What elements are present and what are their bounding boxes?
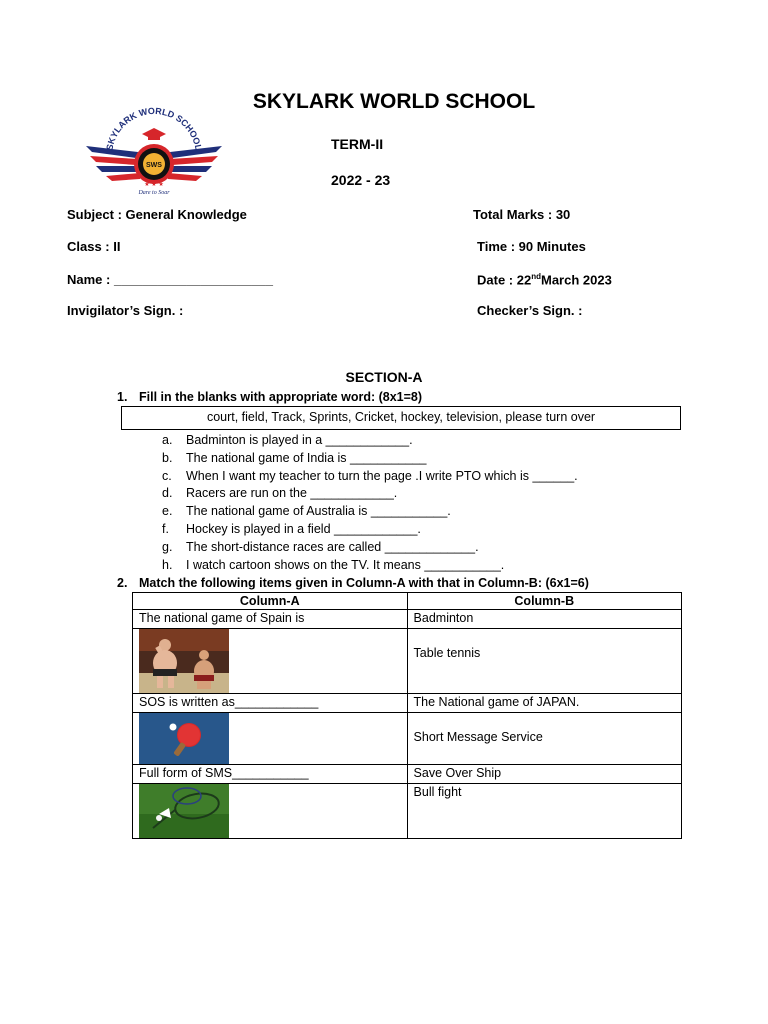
total-marks-label: Total Marks : 30 xyxy=(473,207,571,222)
checker-sign-label: Checker’s Sign. : xyxy=(477,303,583,318)
column-b-cell: Bull fight xyxy=(407,784,681,839)
item-letter: h. xyxy=(162,557,173,572)
item-letter: b. xyxy=(162,450,173,465)
word-bank: court, field, Track, Sprints, Cricket, hockey, television, please turn over xyxy=(121,406,681,430)
table-row xyxy=(133,784,682,839)
subject-label: Subject : General Knowledge xyxy=(67,207,247,222)
column-b-cell: Short Message Service xyxy=(407,713,681,765)
right-wing-icon xyxy=(168,146,222,181)
item-text: When I want my teacher to turn the page .I write PTO which is ______. xyxy=(186,468,578,483)
item-text: Racers are run on the ____________. xyxy=(186,486,398,501)
question-1-number: 1. xyxy=(117,390,128,404)
svg-text:★ ★ ★: ★ ★ ★ xyxy=(144,182,164,188)
column-b-cell: Badminton xyxy=(407,610,681,629)
table-row xyxy=(133,610,682,629)
question-2-title: Match the following items given in Column-A with that in Column-B: (6x1=6) xyxy=(139,576,589,590)
list-item xyxy=(162,539,578,557)
column-a-cell xyxy=(133,784,408,839)
item-text: The national game of Australia is ___________. xyxy=(186,504,451,519)
item-text: I watch cartoon shows on the TV. It means ___________. xyxy=(186,557,505,572)
item-text: The national game of India is ___________ xyxy=(186,450,427,465)
column-b-header: Column-B xyxy=(407,593,681,610)
column-a-header: Column-A xyxy=(133,593,408,610)
school-name: SKYLARK WORLD SCHOOL xyxy=(252,90,536,113)
logo-arc-text: SKYLARK WORLD SCHOOL xyxy=(104,105,204,152)
date-suffix-sup: nd xyxy=(531,272,541,281)
item-letter: c. xyxy=(162,468,172,483)
item-text: Badminton is played in a ____________. xyxy=(186,433,413,447)
section-title: SECTION-A xyxy=(345,369,423,385)
table-tennis-image xyxy=(139,713,229,764)
column-b-cell: Table tennis xyxy=(407,629,681,694)
item-letter: e. xyxy=(162,504,173,519)
item-text: The short-distance races are called _____________. xyxy=(186,539,479,554)
question-2-number: 2. xyxy=(117,576,128,590)
logo-motto: Dare to Soar xyxy=(138,190,170,196)
fill-in-blanks-list xyxy=(162,432,578,574)
sumo-wrestlers-image xyxy=(139,629,229,693)
time-label: Time : 90 Minutes xyxy=(477,239,586,254)
date-label xyxy=(477,272,612,287)
date-prefix: Date : 22 xyxy=(477,272,532,288)
school-logo xyxy=(84,104,224,198)
list-item xyxy=(162,468,578,486)
item-letter: a. xyxy=(162,433,173,447)
date-suffix: March 2023 xyxy=(540,272,612,288)
column-a-cell xyxy=(133,713,408,765)
item-letter: f. xyxy=(162,521,169,536)
match-table xyxy=(132,592,682,839)
list-item xyxy=(162,557,578,575)
table-row xyxy=(133,694,682,713)
logo-monogram: SWS xyxy=(146,162,162,169)
column-a-cell: The national game of Spain is xyxy=(133,610,408,629)
column-a-cell: Full form of SMS___________ xyxy=(133,765,408,784)
academic-year: 2022 - 23 xyxy=(331,172,391,188)
table-row xyxy=(133,629,682,694)
item-letter: g. xyxy=(162,539,173,554)
left-wing-icon xyxy=(86,146,140,181)
name-field: Name : ______________________ xyxy=(67,272,274,287)
table-row xyxy=(133,713,682,765)
class-label: Class : II xyxy=(67,239,121,254)
table-header-row xyxy=(133,593,682,610)
list-item xyxy=(162,450,578,468)
badminton-image xyxy=(139,784,229,838)
column-b-cell: Save Over Ship xyxy=(407,765,681,784)
column-a-cell: SOS is written as____________ xyxy=(133,694,408,713)
list-item xyxy=(162,432,578,450)
column-a-cell xyxy=(133,629,408,694)
question-1-title: Fill in the blanks with appropriate word: (8x1=8) xyxy=(139,390,423,404)
list-item xyxy=(162,503,578,521)
item-text: Hockey is played in a field ____________. xyxy=(186,521,421,536)
invigilator-sign-label: Invigilator’s Sign. : xyxy=(67,303,184,318)
table-row xyxy=(133,765,682,784)
column-b-cell: The National game of JAPAN. xyxy=(407,694,681,713)
term-label: TERM-II xyxy=(331,136,384,152)
list-item xyxy=(162,521,578,539)
item-letter: d. xyxy=(162,486,173,501)
list-item xyxy=(162,485,578,503)
